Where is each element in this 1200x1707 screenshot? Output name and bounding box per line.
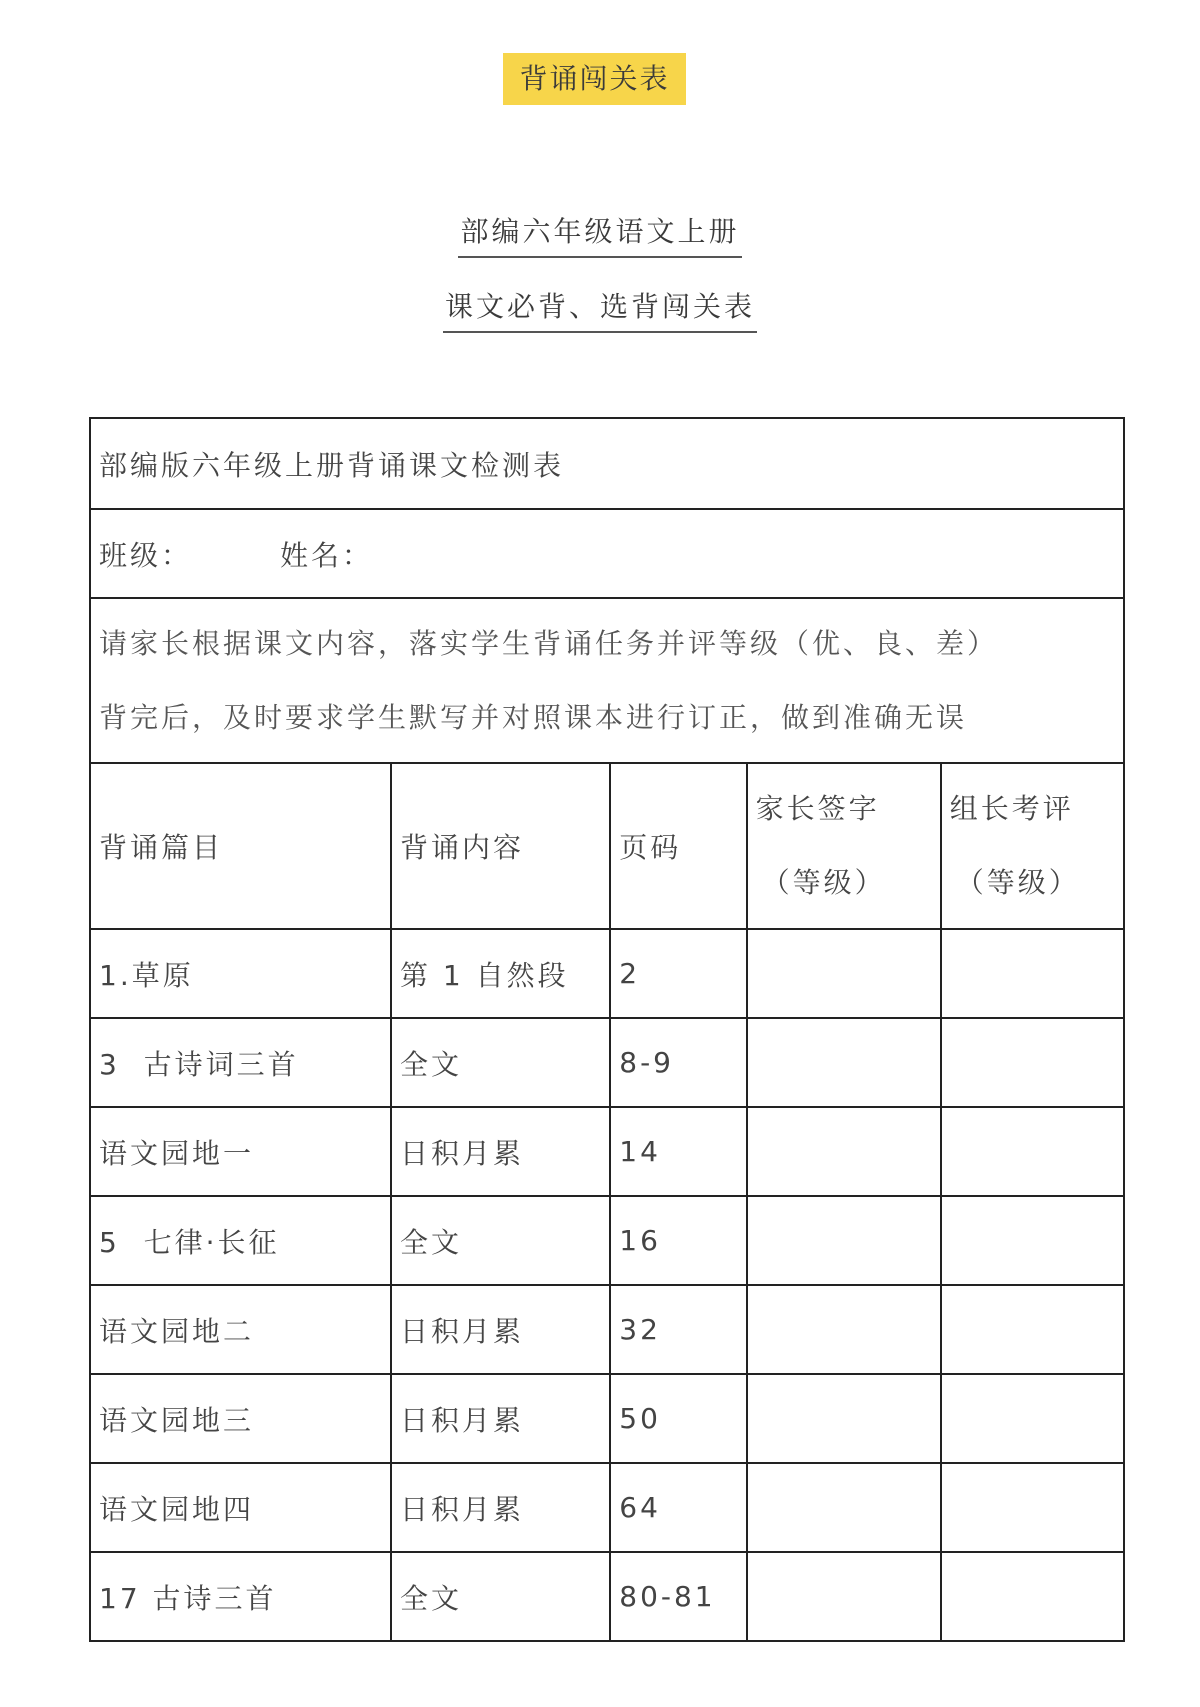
cell-leader-evaluation[interactable] xyxy=(941,1196,1124,1285)
recitation-table xyxy=(89,417,1125,1642)
student-info-row xyxy=(90,509,1124,598)
cell-content: 日积月累 xyxy=(391,1463,610,1552)
cell-title: 5 七律·长征 xyxy=(90,1196,391,1285)
name-label: 姓名： xyxy=(280,538,374,572)
cell-title: 3 古诗词三首 xyxy=(90,1018,391,1107)
cell-page: 2 xyxy=(610,929,746,1018)
header-parent-signature: 家长签字 （等级） xyxy=(747,763,941,929)
cell-page: 80-81 xyxy=(610,1552,746,1641)
cell-content: 第 1 自然段 xyxy=(391,929,610,1018)
table-title-row xyxy=(90,418,1124,509)
cell-content: 日积月累 xyxy=(391,1374,610,1463)
cell-title: 语文园地一 xyxy=(90,1107,391,1196)
cell-parent-signature[interactable] xyxy=(747,1196,941,1285)
subtitle-table-name: 课文必背、选背闯关表 xyxy=(0,285,1200,333)
instruction-line: 请家长根据课文内容，落实学生背诵任务并评等级（优、良、差） xyxy=(99,626,999,660)
cell-title: 语文园地二 xyxy=(90,1285,391,1374)
table-row xyxy=(90,1374,1124,1463)
cell-parent-signature[interactable] xyxy=(747,1018,941,1107)
table-row xyxy=(90,1463,1124,1552)
cell-page: 14 xyxy=(610,1107,746,1196)
cell-title: 17 古诗三首 xyxy=(90,1552,391,1641)
cell-parent-signature[interactable] xyxy=(747,1285,941,1374)
instruction-line: 背完后，及时要求学生默写并对照课本进行订正，做到准确无误 xyxy=(99,700,968,734)
cell-content: 全文 xyxy=(391,1552,610,1641)
header-page: 页码 xyxy=(610,763,746,929)
cell-title: 1.草原 xyxy=(90,929,391,1018)
cell-content: 全文 xyxy=(391,1018,610,1107)
cell-parent-signature[interactable] xyxy=(747,1552,941,1641)
cell-leader-evaluation[interactable] xyxy=(941,1285,1124,1374)
table-row xyxy=(90,1107,1124,1196)
badge-title: 背诵闯关表 xyxy=(503,53,686,105)
cell-page: 50 xyxy=(610,1374,746,1463)
subtitle-grade: 部编六年级语文上册 xyxy=(0,210,1200,258)
cell-leader-evaluation[interactable] xyxy=(941,1463,1124,1552)
table-row xyxy=(90,1196,1124,1285)
cell-parent-signature[interactable] xyxy=(747,1107,941,1196)
cell-content: 日积月累 xyxy=(391,1285,610,1374)
header-title: 背诵篇目 xyxy=(90,763,391,929)
cell-leader-evaluation[interactable] xyxy=(941,1107,1124,1196)
cell-leader-evaluation[interactable] xyxy=(941,1018,1124,1107)
table-row xyxy=(90,1552,1124,1641)
cell-page: 16 xyxy=(610,1196,746,1285)
cell-parent-signature[interactable] xyxy=(747,1374,941,1463)
header-row xyxy=(90,763,1124,929)
cell-content: 全文 xyxy=(391,1196,610,1285)
cell-page: 8-9 xyxy=(610,1018,746,1107)
class-label: 班级： xyxy=(99,538,193,572)
table-row xyxy=(90,929,1124,1018)
table-title: 部编版六年级上册背诵课文检测表 xyxy=(90,418,1124,509)
instructions-row xyxy=(90,598,1124,763)
cell-content: 日积月累 xyxy=(391,1107,610,1196)
cell-page: 64 xyxy=(610,1463,746,1552)
cell-title: 语文园地三 xyxy=(90,1374,391,1463)
cell-parent-signature[interactable] xyxy=(747,929,941,1018)
header-content: 背诵内容 xyxy=(391,763,610,929)
cell-leader-evaluation[interactable] xyxy=(941,1374,1124,1463)
table-row xyxy=(90,1018,1124,1107)
cell-page: 32 xyxy=(610,1285,746,1374)
table-row xyxy=(90,1285,1124,1374)
student-info xyxy=(90,509,1124,598)
instructions xyxy=(90,598,1124,763)
cell-title: 语文园地四 xyxy=(90,1463,391,1552)
cell-leader-evaluation[interactable] xyxy=(941,929,1124,1018)
header-leader-evaluation: 组长考评 （等级） xyxy=(941,763,1124,929)
cell-parent-signature[interactable] xyxy=(747,1463,941,1552)
cell-leader-evaluation[interactable] xyxy=(941,1552,1124,1641)
